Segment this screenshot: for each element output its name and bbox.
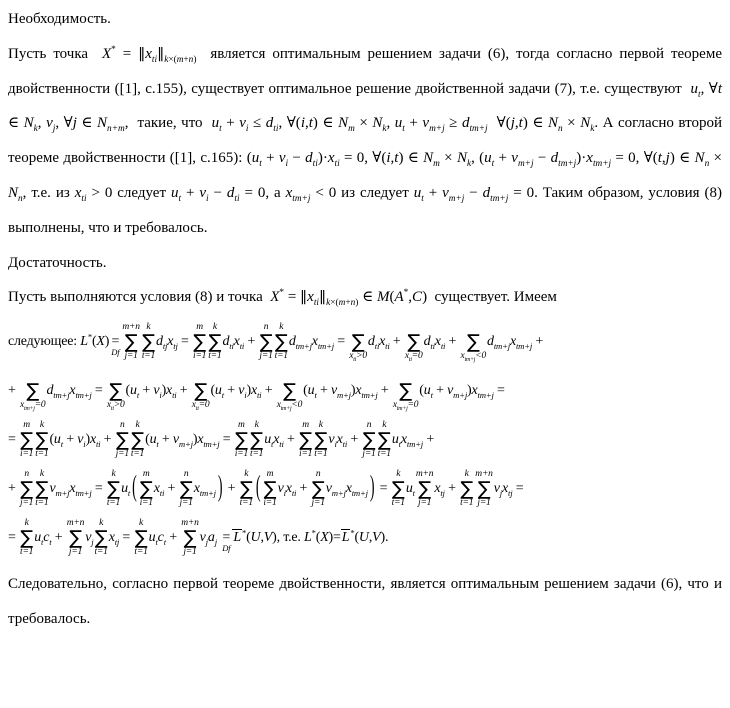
formula-line-5: = k ∑ t=1 $u_tc_t$ + m+n ∑ j=1 $v_j$ k ∑ t=1 $x_{tj}$ = k ∑ t=1 $u_tc_t$ + m+n ∑ j=1 $v_ja_j$ = Df L*(U,V), т.е. L*(X)=L*(U,V).: [8, 518, 389, 558]
formula-line-1: следующее: L*(X) = Df m+n ∑ j=1 k ∑ t=1 $d_{tj}x_{tj}$ = m ∑ i=1 k ∑ t=1 $d_{ti}x_{ti}$ + n ∑ j=1 k ∑ t=1 $d_{tm+j}x_{tm+j}$ = ∑ $x_{ti}>0$ $d_{ti}x_{ti}$ + ∑ $x_{ti}=0$ $d_{ti}x_{ti}$ + ∑ $x_{tm+j}<0$ $d_{tm+j}x_{tm+j}$ +: [8, 322, 544, 364]
heading-necessity: Необходимость.: [8, 11, 111, 27]
paragraph-necessity-proof: Пусть точка $X^* = ‖x_{ti}‖_{k\times(m+n)}$ является оптимальным решением задачи (6), тогда согласно первой теореме двойственности ([1], с.155), существует оптимальное решение двойственной задачи (7), т.е. существуют $u_t$, ∀t ∈ $N_k$, $v_j$, ∀j ∈ $N_{n+m}$, такие, что $u_t + v_i \le d_{ti}$, ∀(i,t) ∈ $N_m \times N_k$, $u_t + v_{m+j} \ge d_{tm+j}$ ∀(j,t) ∈ $N_n \times N_k$. А согласно второй теореме двойственности ([1], с.165): $(u_t + v_i - d_{ti})\cdot x_{ti} = 0$, ∀(i,t) ∈ $N_m \times N_k$, $(u_t + v_{m+j} - d_{tm+j})\cdot x_{tm+j} = 0$, ∀(t,j) ∈ $N_n \times N_n$, т.е. из $x_{ti} > 0$ следует $u_t + v_i - d_{ti} = 0$, а $x_{tm+j} < 0$ из следует $u_t + v_{m+j} - d_{tm+j} = 0$. Таким образом, условия (8) выполнены, что и требовалось.: [8, 44, 722, 236]
formula-line-2: + ∑ $x_{tm+j}=0$ $d_{tm+j}x_{tm+j}$ = ∑ $x_{ti}>0$ $(u_t + v_i)x_{ti}$ + ∑ $x_{ti}=0$ $(u_t + v_i)x_{ti}$ + ∑ $x_{tm+j}<0$ $(u_t + v_{m+j})x_{tm+j}$ + ∑ $x_{tm+j}=0$ $(u_t + v_{m+j})x_{tm+j}$ =: [8, 380, 505, 413]
paragraph-conclusion: Следовательно, согласно первой теореме двойственности, является оптимальным решением задачи (6), что и требовалось.: [8, 576, 722, 627]
paragraph-sufficiency-intro: Пусть выполняются условия (8) и точка $X^* = ‖x_{ti}‖_{k\times(m+n)}$ ∈ M(A*,C) существует. Имеем: [8, 288, 557, 309]
formula-line-3: = m ∑ i=1 k ∑ t=1 $(u_t + v_i)x_{ti}$ + n ∑ j=1 k ∑ t=1 $(u_t + v_{m+j})x_{tm+j}$ = m ∑ i=1 k ∑ t=1 $u_tx_{ti}$ + m ∑ i=1 k ∑ t=1 $v_ix_{ti}$ + n ∑ j=1 k ∑ t=1 $u_tx_{tm+j}$ +: [8, 420, 435, 460]
formula-line-4: + n ∑ j=1 k ∑ t=1 $v_{m+j}x_{tm+j}$ = k ∑ t=1 $u_t$ ( m ∑ i=1 $x_{ti}$ + n ∑ j=1 $x_{tm+j}$ ) + k ∑ t=1 ( m ∑ i=1 $v_ix_{ti}$ + n ∑ j=1 $v_{m+j}x_{tm+j}$ ) = k ∑ t=1 $u_t$ m+n ∑ j=1 $x_{tj}$ + k ∑ t=1 m+n ∑ j=1 $v_jx_{tj}$ =: [8, 469, 524, 509]
heading-sufficiency: Достаточность.: [8, 254, 107, 271]
